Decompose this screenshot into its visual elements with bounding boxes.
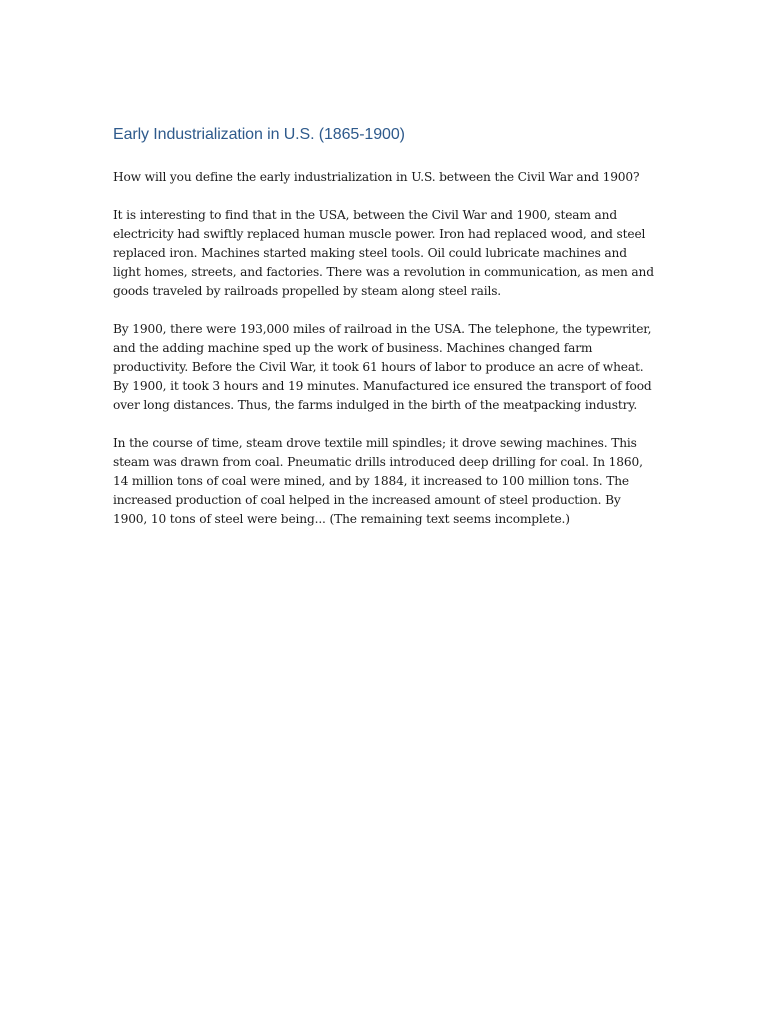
document-title: Early Industrialization in U.S. (1865-1900)	[113, 126, 405, 143]
document-body	[113, 122, 658, 548]
paragraph-coal-steel: In the course of time, steam drove textile mill spindles; it drove sewing machines. This steam was drawn from coal. Pneumatic drills introduced deep drilling for coal. In 1860, 14 million tons of coal were mined, and by 1884, it increased to 100 million tons. The increased production of coal helped in the increased amount of steel production. By 1900, 10 tons of steel were being... (The remaining text seems incomplete.)	[113, 436, 643, 526]
paragraph-railroads-farming: By 1900, there were 193,000 miles of railroad in the USA. The telephone, the typewriter, and the adding machine sped up the work of business. Machines changed farm productivity. Before the Civil War, it took 61 hours of labor to produce an acre of wheat. By 1900, it took 3 hours and 19 minutes. Manufactured ice ensured the transport of food over long distances. Thus, the farms indulged in the birth of the meatpacking industry.	[113, 322, 652, 412]
paragraph-power-sources: It is interesting to find that in the USA, between the Civil War and 1900, steam and electricity had swiftly replaced human muscle power. Iron had replaced wood, and steel replaced iron. Machines started making steel tools. Oil could lubricate machines and light homes, streets, and factories. There was a revolution in communication, as men and goods traveled by railroads propelled by steam along steel rails.	[113, 208, 654, 298]
paragraph-question: How will you define the early industrialization in U.S. between the Civil War and 1900?	[113, 170, 640, 184]
